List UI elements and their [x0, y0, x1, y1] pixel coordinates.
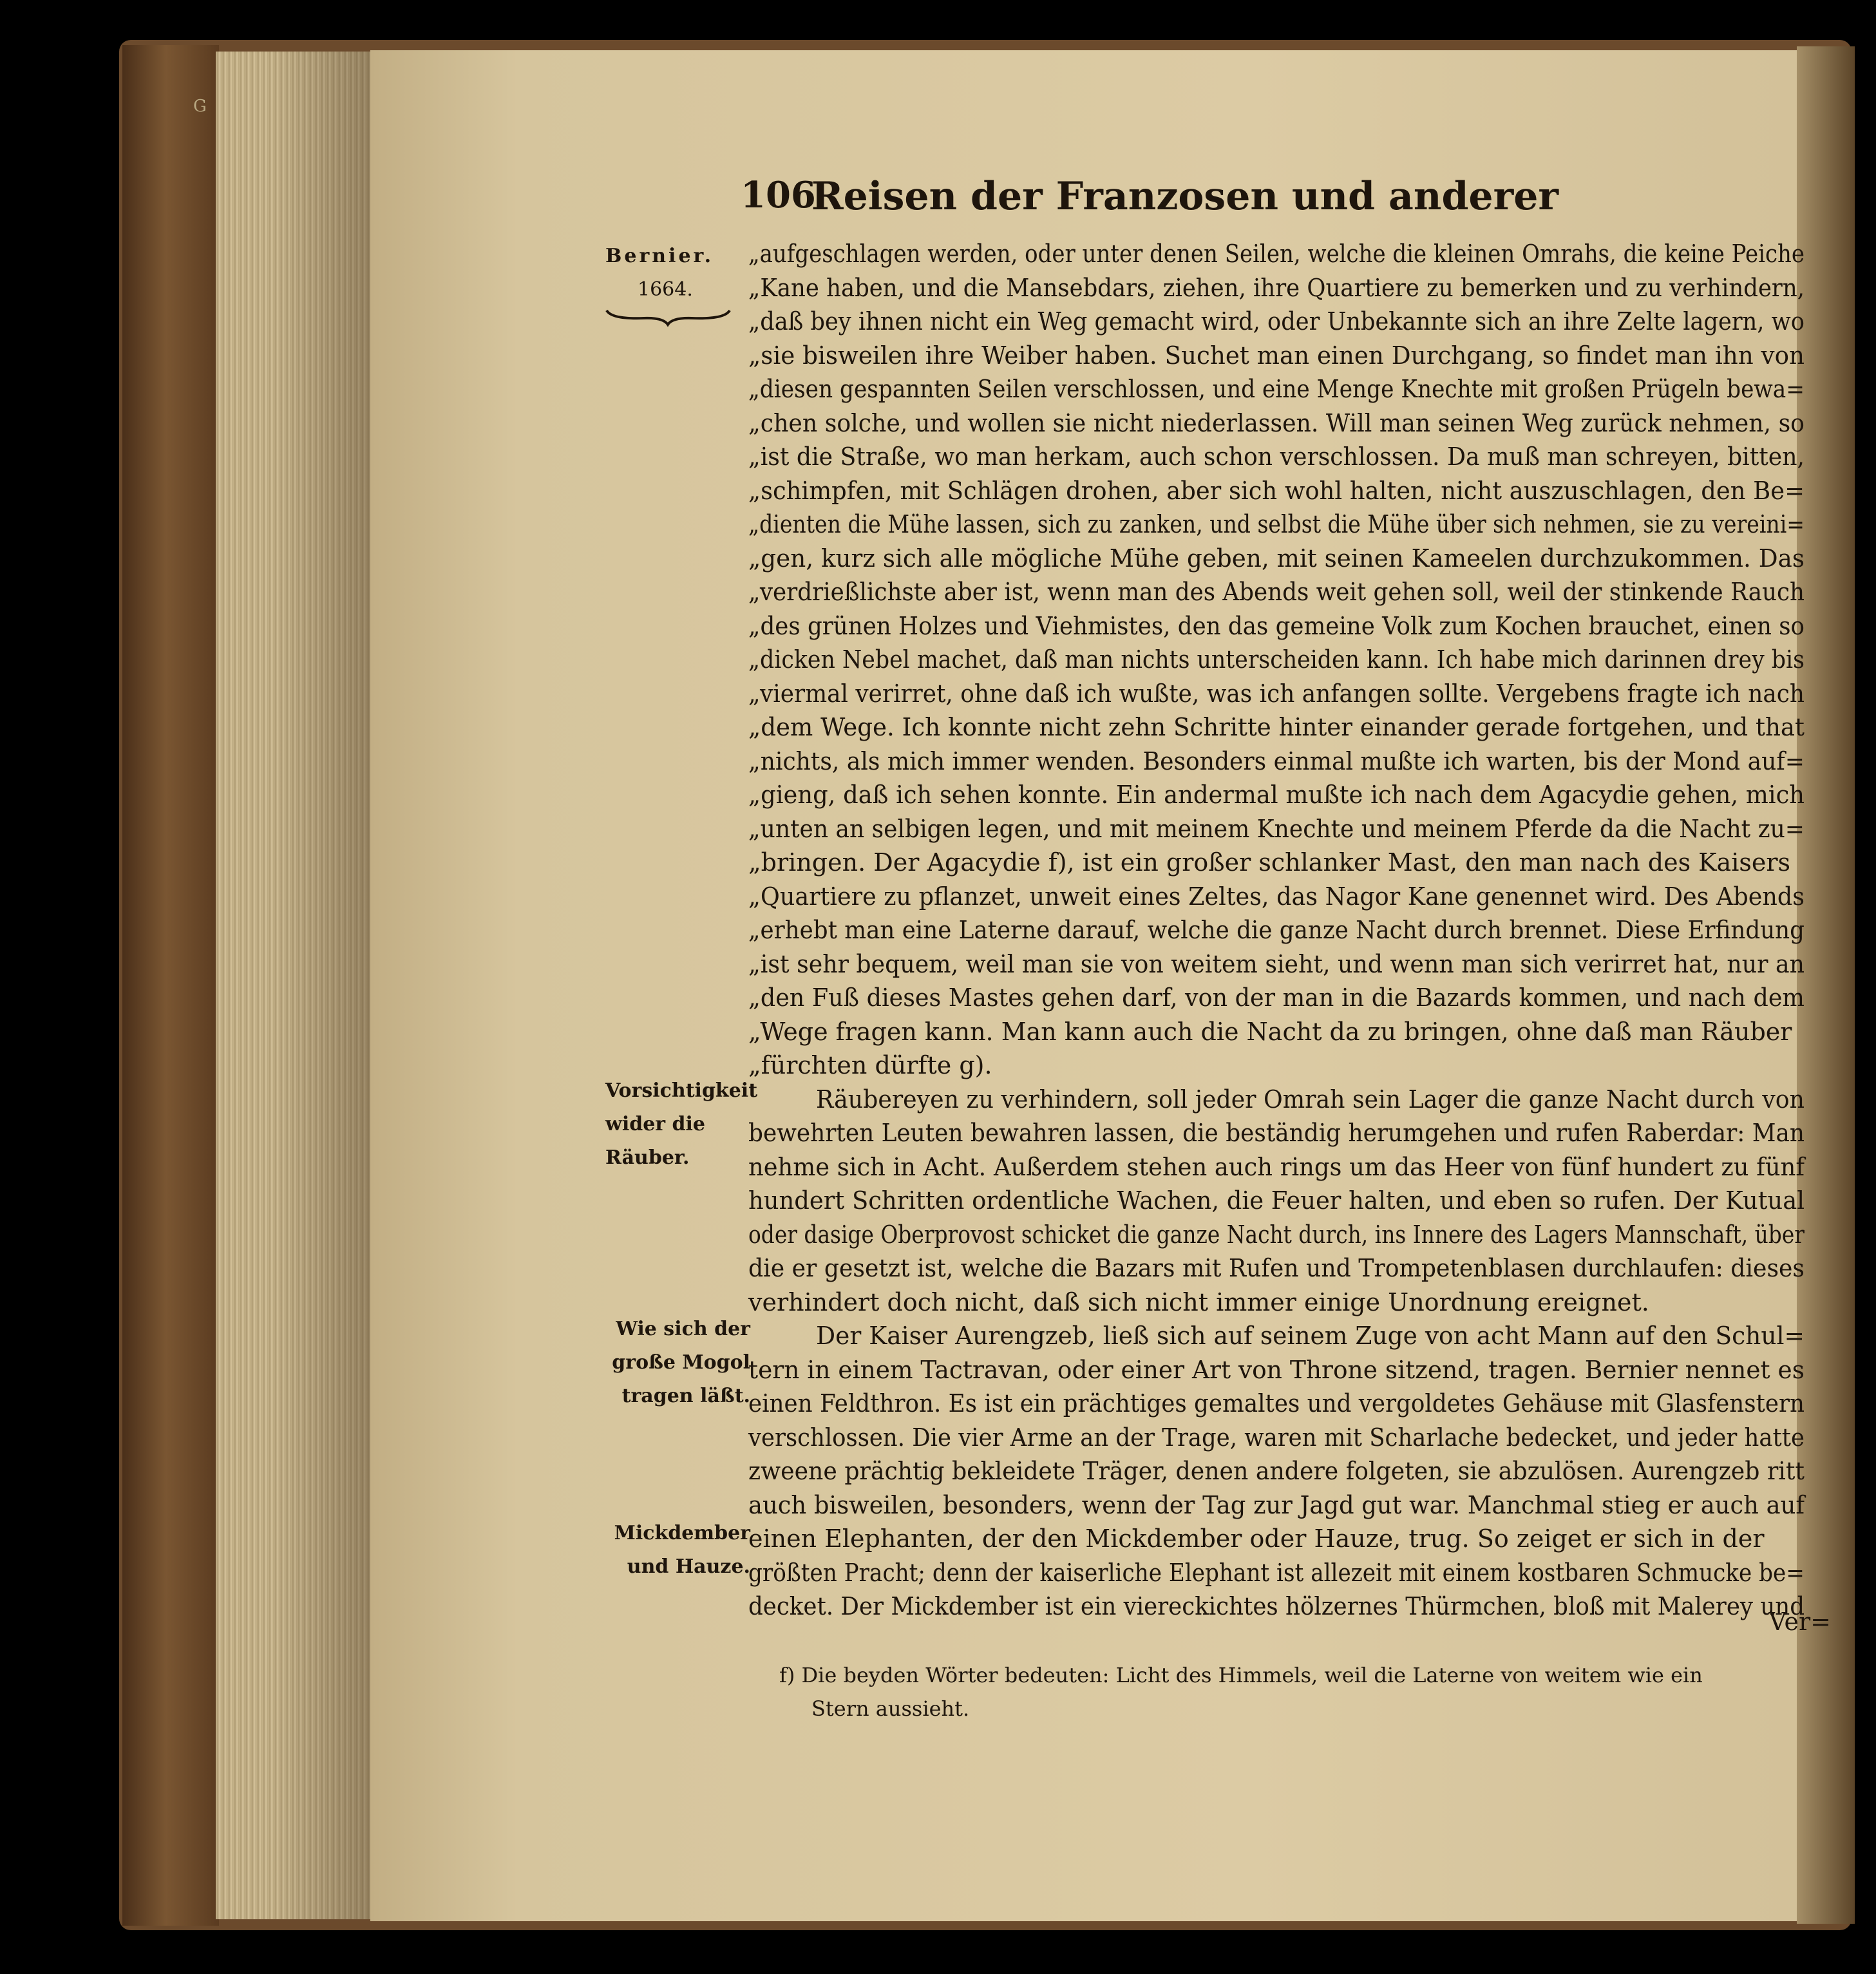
- text-line: zweene prächtig bekleidete Träger, denen andere folgeten, sie abzulösen. Aurengzeb ritt: [748, 1457, 1805, 1485]
- page-number: 106: [741, 174, 816, 216]
- text-line: „chen solche, und wollen sie nicht niederlassen. Will man seinen Weg zurück nehmen, so: [748, 408, 1805, 437]
- text-line: „dienten die Mühe lassen, sich zu zanken, und selbst die Mühe über sich nehmen, sie zu vereini=: [748, 510, 1805, 538]
- footnote-line: Stern aussieht.: [811, 1696, 970, 1721]
- text-line: oder dasige Oberprovost schicket die ganze Nacht durch, ins Innere des Lagers Mannschaft, über: [748, 1220, 1805, 1249]
- paragraph-start-line: Räubereyen zu verhindern, soll jeder Omrah sein Lager die ganze Nacht durch von: [816, 1085, 1805, 1114]
- page-shadow: [270, 52, 374, 1919]
- footnote-line: f) Die beyden Wörter bedeuten: Licht des Himmels, weil die Laterne von weitem wie ein: [779, 1663, 1703, 1687]
- text-line: verhindert doch nicht, daß sich nicht immer einige Unordnung ereignet.: [748, 1287, 1649, 1316]
- text-line: „Quartiere zu pflanzet, unweit eines Zeltes, das Nagor Kane genennet wird. Des Abends: [748, 882, 1805, 911]
- text-line: „den Fuß dieses Mastes gehen darf, von der man in die Bazards kommen, und nach dem: [748, 983, 1805, 1012]
- margin-note-mickdember: [605, 1517, 750, 1584]
- margin-note-author: [605, 240, 750, 307]
- text-line: „dem Wege. Ich konnte nicht zehn Schritte hinter einander gerade fortgehen, und that: [748, 713, 1805, 741]
- text-line: nehme sich in Acht. Außerdem stehen auch rings um das Heer von fünf hundert zu fünf: [748, 1152, 1805, 1181]
- margin-note-line: 1664.: [638, 278, 693, 301]
- margin-note-line: Mickdember: [614, 1522, 750, 1544]
- margin-note-vorsichtigkeit: [605, 1074, 758, 1175]
- text-line: „gen, kurz sich alle mögliche Mühe geben, mit seinen Kameelen durchzukommen. Das: [748, 544, 1805, 573]
- text-line: „ist sehr bequem, weil man sie von weitem sieht, und wenn man sich verirret hat, nur an: [748, 949, 1805, 978]
- margin-note-line: tragen läßt.: [621, 1385, 750, 1407]
- margin-brace-ornament: [605, 308, 731, 327]
- text-line: decket. Der Mickdember ist ein viereckichtes hölzernes Thürmchen, bloß mit Malerey und: [748, 1592, 1805, 1620]
- margin-note-line: Räuber.: [605, 1146, 690, 1169]
- text-line: „Kane haben, und die Mansebdars, ziehen, ihre Quartiere zu bemerken und zu verhindern,: [748, 273, 1805, 302]
- left-page-scrap: G: [193, 97, 207, 116]
- text-line: „des grünen Holzes und Viehmistes, den das gemeine Volk zum Kochen brauchet, einen so: [748, 611, 1805, 640]
- text-line: „schimpfen, mit Schlägen drohen, aber sich wohl halten, nicht auszuschlagen, den Be=: [748, 476, 1805, 505]
- text-line: die er gesetzt ist, welche die Bazars mit Rufen und Trompetenblasen durchlaufen: dieses: [748, 1254, 1805, 1282]
- footnote: [779, 1658, 1810, 1725]
- text-line: einen Feldthron. Es ist ein prächtiges gemaltes und vergoldetes Gehäuse mit Glasfenstern: [748, 1389, 1805, 1418]
- text-line: „ist die Straße, wo man herkam, auch schon verschlossen. Da muß man schreyen, bitten,: [748, 442, 1805, 471]
- book-gutter: [1797, 46, 1855, 1924]
- text-line: „daß bey ihnen nicht ein Weg gemacht wird, oder Unbekannte sich an ihre Zelte lagern, wo: [748, 307, 1805, 336]
- catchword: Ver=: [1768, 1608, 1831, 1636]
- margin-note-line: Bernier.: [605, 245, 714, 267]
- text-line: hundert Schritten ordentliche Wachen, die Feuer halten, und eben so rufen. Der Kutual: [748, 1186, 1805, 1215]
- main-text: [748, 237, 1805, 1624]
- text-line: „bringen. Der Agacydie f), ist ein großer schlanker Mast, den man nach des Kaisers: [748, 848, 1791, 877]
- margin-note-line: Wie sich der: [616, 1318, 750, 1340]
- page-header: [741, 174, 1559, 225]
- margin-note-mogol: [605, 1313, 750, 1413]
- text-line: bewehrten Leuten bewahren lassen, die beständig herumgehen und rufen Raberdar: Man: [748, 1119, 1805, 1147]
- book-spine-board: [122, 45, 219, 1926]
- text-line: „unten an selbigen legen, und mit meinem Knechte und meinem Pferde da die Nacht zu=: [748, 814, 1805, 843]
- text-line: „diesen gespannten Seilen verschlossen, und eine Menge Knechte mit großen Prügeln bewa=: [748, 375, 1805, 403]
- text-line: „viermal verirret, ohne daß ich wußte, was ich anfangen sollte. Vergebens fragte ich nach: [748, 679, 1805, 708]
- text-line: „nichts, als mich immer wenden. Besonders einmal mußte ich warten, bis der Mond auf=: [748, 746, 1805, 775]
- running-head: Reisen der Franzosen und anderer: [811, 174, 1559, 219]
- text-line: „Wege fragen kann. Man kann auch die Nacht da zu bringen, ohne daß man Räuber: [748, 1017, 1792, 1046]
- text-line: „gieng, daß ich sehen konnte. Ein andermal mußte ich nach dem Agacydie gehen, mich: [748, 781, 1805, 809]
- margin-note-line: große Mogol: [612, 1351, 750, 1374]
- text-line: „erhebt man eine Laterne darauf, welche die ganze Nacht durch brennet. Diese Erfindung: [748, 916, 1805, 944]
- text-line: „aufgeschlagen werden, oder unter denen Seilen, welche die kleinen Omrahs, die keine Peiche: [748, 240, 1805, 268]
- text-line: auch bisweilen, besonders, wenn der Tag zur Jagd gut war. Manchmal stieg er auch auf: [748, 1490, 1805, 1519]
- text-line: „fürchten dürfte g).: [748, 1051, 992, 1079]
- text-line: einen Elephanten, der den Mickdember oder Hauze, trug. So zeiget er sich in der: [748, 1524, 1765, 1553]
- text-line: „verdrießlichste aber ist, wenn man des Abends weit gehen soll, weil der stinkende Rauch: [748, 578, 1805, 606]
- paragraph-start-line: Der Kaiser Aurengzeb, ließ sich auf seinem Zuge von acht Mann auf den Schul=: [816, 1322, 1805, 1350]
- text-line: verschlossen. Die vier Arme an der Trage, waren mit Scharlache bedecket, und jeder hatte: [748, 1423, 1805, 1452]
- margin-note-line: und Hauze.: [627, 1555, 750, 1578]
- text-line: größten Pracht; denn der kaiserliche Elephant ist allezeit mit einem kostbaren Schmucke be=: [748, 1558, 1805, 1587]
- text-line: tern in einem Tactravan, oder einer Art von Throne sitzend, tragen. Bernier nennet es: [748, 1355, 1805, 1384]
- text-line: „sie bisweilen ihre Weiber haben. Suchet man einen Durchgang, so findet man ihn von: [748, 341, 1805, 370]
- margin-note-line: wider die: [605, 1113, 705, 1135]
- margin-note-line: Vorsichtigkeit: [605, 1079, 758, 1102]
- text-line: „dicken Nebel machet, daß man nichts unterscheiden kann. Ich habe mich darinnen drey bis: [748, 645, 1805, 674]
